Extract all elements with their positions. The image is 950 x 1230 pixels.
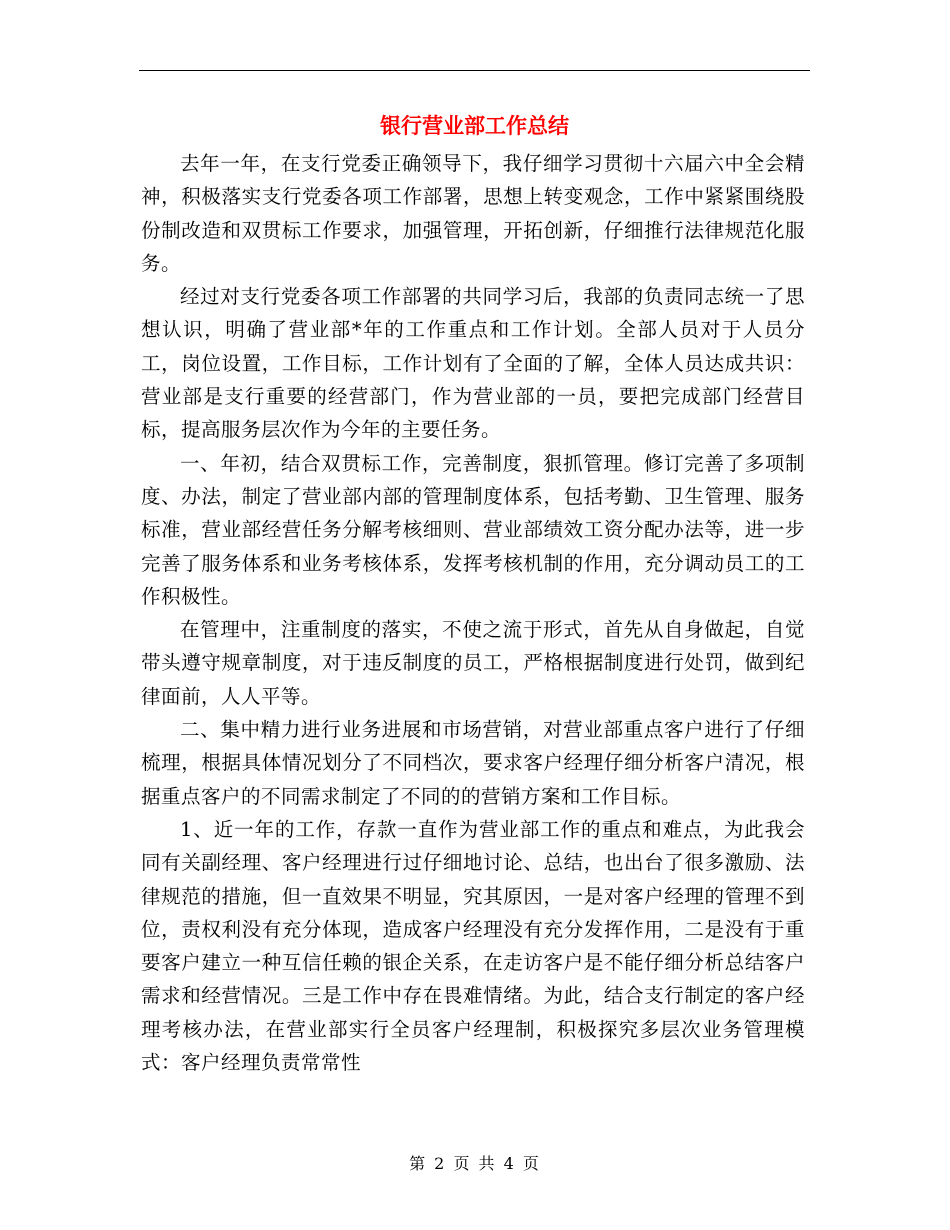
footer-suffix: 页 — [522, 1154, 541, 1173]
paragraph-5: 二、集中精力进行业务进展和市场营销，对营业部重点客户进行了仔细梳理，根据具体情况划分了不同档次，要求客户经理仔细分析客户清况，根据重点客户的不同需求制定了不同的的营销方案和工作目标。 — [141, 718, 805, 808]
header-rule — [139, 70, 810, 71]
footer-total-pages: 4 — [503, 1154, 516, 1173]
document-body — [141, 147, 805, 1079]
footer-current-page: 2 — [434, 1154, 447, 1173]
footer-middle: 页 共 — [453, 1154, 497, 1173]
paragraph-4: 在管理中，注重制度的落实，不使之流于形式，首先从自身做起，自觉带头遵守规章制度，对于违反制度的员工，严格根据制度进行处罚，做到纪律面前，人人平等。 — [141, 618, 805, 708]
document-title: 银行营业部工作总结 — [380, 113, 569, 138]
page-footer — [0, 1152, 950, 1176]
paragraph-6: 1、近一年的工作，存款一直作为营业部工作的重点和难点，为此我会同有关副经理、客户经理进行过仔细地讨论、总结，也出台了很多激励、法律规范的措施，但一直效果不明显，究其原因，一是对客户经理的管理不到位，责权利没有充分体现，造成客户经理没有充分发挥作用，二是没有于重要客户建立一种互信任赖的银企关系，在走访客户是不能仔细分析总结客户需求和经营情况。三是工作中存在畏难情绪。为此，结合支行制定的客户经理考核办法，在营业部实行全员客户经理制，积极探究多层次业务管理模式：客户经理负责常常性 — [141, 817, 805, 1075]
paragraph-2: 经过对支行党委各项工作部署的共同学习后，我部的负责同志统一了思想认识，明确了营业部*年的工作重点和工作计划。全部人员对于人员分工，岗位设置，工作目标，工作计划有了全面的了解，全体人员达成共识：营业部是支行重要的经营部门，作为营业部的一员，要把完成部门经营目标，提高服务层次作为今年的主要任务。 — [141, 285, 805, 442]
paragraph-1: 去年一年，在支行党委正确领导下，我仔细学习贯彻十六届六中全会精神，积极落实支行党委各项工作部署，思想上转变观念，工作中紧紧围绕股份制改造和双贯标工作要求，加强管理，开拓创新，仔细推行法律规范化服务。 — [141, 152, 805, 275]
paragraph-3: 一、年初，结合双贯标工作，完善制度，狠抓管理。修订完善了多项制度、办法，制定了营业部内部的管理制度体系，包括考勤、卫生管理、服务标准，营业部经营任务分解考核细则、营业部绩效工资分配办法等，进一步完善了服务体系和业务考核体系，发挥考核机制的作用，充分调动员工的工作积极性。 — [141, 451, 805, 608]
footer-prefix: 第 — [409, 1154, 428, 1173]
